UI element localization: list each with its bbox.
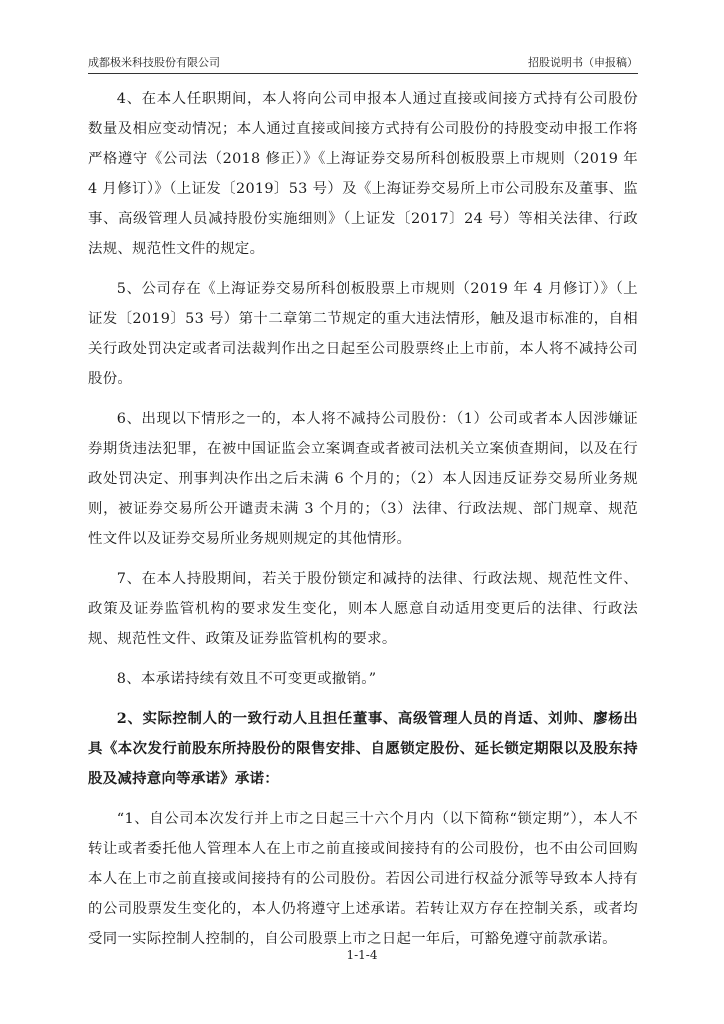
paragraph-item-4: 4、在本人任职期间，本人将向公司申报本人通过直接或间接方式持有公司股份数量及相应变动情况；本人通过直接或间接方式持有公司股份的持股变动申报工作将严格遵守《公司法（2018 修正）》《上海证券交易所科创板股票上市规则（2019 年 4 月修订）》（上证发〔2019〕53 号）及《上海证券交易所上市公司股东及董事、监事、高级管理人员减持股份实施细则》（上证发〔2017〕24 号）等相关法律、行政法规、规范性文件的规定。 [88, 91, 638, 257]
paragraph-item-6: 6、出现以下情形之一的，本人将不减持公司股份：（1）公司或者本人因涉嫌证券期货违法犯罪，在被中国证监会立案调查或者被司法机关立案侦查期间，以及在行政处罚决定、刑事判决作出之后未满 6 个月的；（2）本人因违反证券交易所业务规则，被证券交易所公开谴责未满 3 个月的；（3）法律、行政法规、部门规章、规范性文件以及证券交易所业务规则规定的其他情形。 [88, 411, 638, 547]
document-body [88, 84, 638, 964]
paragraph-item-5: 5、公司存在《上海证券交易所科创板股票上市规则（2019 年 4 月修订）》（上证发〔2019〕53 号）第十二章第二节规定的重大违法情形，触及退市标准的，自相关行政处罚决定或者司法裁判作出之日起至公司股票终止上市前，本人将不减持公司股份。 [88, 281, 638, 387]
section-heading: 2、实际控制人的一致行动人且担任董事、高级管理人员的肖适、刘帅、廖杨出具《本次发行前股东所持股份的限售安排、自愿锁定股份、延长锁定期限以及股东持股及减持意向等承诺》承诺： [88, 710, 638, 787]
commitment-paragraph: “1、自公司本次发行并上市之日起三十六个月内（以下简称“锁定期”），本人不转让或者委托他人管理本人在上市之前直接或间接持有的公司股份，也不由公司回购本人在上市之前直接或间接持有的公司股份。若因公司进行权益分派等导致本人持有的公司股票发生变化的，本人仍将遵守上述承诺。若转让双方存在控制关系，或者均受同一实际控制人控制的，自公司股票上市之日起一年后，可豁免遵守前款承诺。 [88, 811, 638, 947]
header-document-title: 招股说明书（申报稿） [528, 56, 638, 69]
page-number: 1-1-4 [346, 948, 378, 962]
page-header [88, 50, 638, 74]
paragraph-item-7: 7、在本人持股期间，若关于股份锁定和减持的法律、行政法规、规范性文件、政策及证券监管机构的要求发生变化，则本人愿意自动适用变更后的法律、行政法规、规范性文件、政策及证券监管机构的要求。 [88, 571, 638, 647]
header-company-name: 成都极米科技股份有限公司 [88, 56, 220, 69]
paragraph-item-8: 8、本承诺持续有效且不可变更或撤销。” [116, 671, 377, 687]
